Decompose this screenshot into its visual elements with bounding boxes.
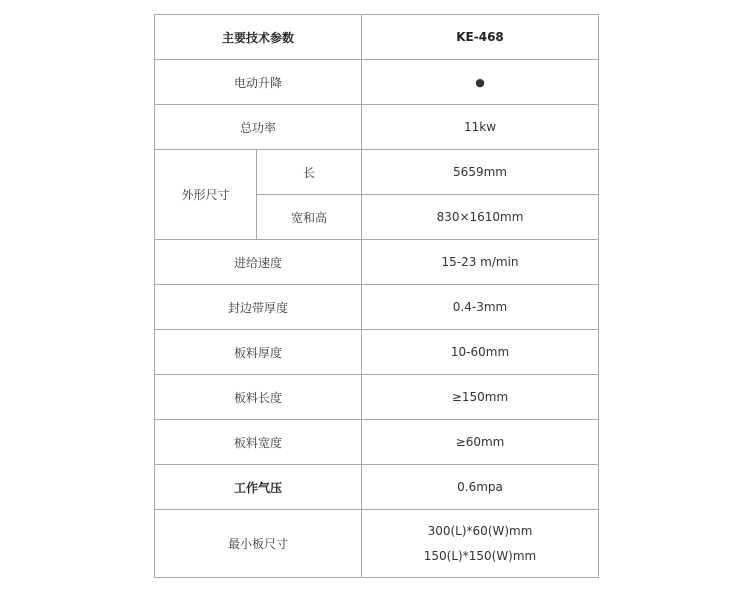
row-label-power: 总功率 — [155, 105, 362, 150]
row-value-band-thickness: 0.4-3mm — [362, 285, 599, 330]
table-row — [155, 285, 599, 330]
header-param-label: 主要技术参数 — [155, 15, 362, 60]
row-label-lift: 电动升降 — [155, 60, 362, 105]
table-row — [155, 375, 599, 420]
row-label-panel-thickness: 板料厚度 — [155, 330, 362, 375]
row-value-panel-width: ≥60mm — [362, 420, 599, 465]
table-row — [155, 510, 599, 578]
row-label-panel-length: 板料长度 — [155, 375, 362, 420]
table-row — [155, 105, 599, 150]
header-model: KE-468 — [362, 15, 599, 60]
row-label-panel-width: 板料宽度 — [155, 420, 362, 465]
row-label-air-pressure: 工作气压 — [155, 465, 362, 510]
row-sublabel-width-height: 宽和高 — [257, 195, 362, 240]
row-label-dimensions: 外形尺寸 — [155, 150, 257, 240]
min-panel-value-2: 150(L)*150(W)mm — [423, 548, 537, 563]
row-value-panel-thickness: 10-60mm — [362, 330, 599, 375]
row-label-min-panel: 最小板尺寸 — [155, 510, 362, 578]
header-row — [155, 15, 599, 60]
row-label-band-thickness: 封边带厚度 — [155, 285, 362, 330]
table-row — [155, 330, 599, 375]
row-value-min-panel — [362, 510, 599, 578]
table-row — [155, 60, 599, 105]
row-value-lift: ● — [362, 60, 599, 105]
min-panel-value-1: 300(L)*60(W)mm — [427, 523, 533, 538]
table-row — [155, 150, 599, 195]
table-row — [155, 465, 599, 510]
row-value-feed-speed: 15-23 m/min — [362, 240, 599, 285]
row-value-power: 11kw — [362, 105, 599, 150]
spec-table — [154, 14, 599, 578]
row-value-length: 5659mm — [362, 150, 599, 195]
row-label-feed-speed: 进给速度 — [155, 240, 362, 285]
row-value-panel-length: ≥150mm — [362, 375, 599, 420]
row-value-width-height: 830×1610mm — [362, 195, 599, 240]
table-row — [155, 240, 599, 285]
table-row — [155, 420, 599, 465]
row-sublabel-length: 长 — [257, 150, 362, 195]
row-value-air-pressure: 0.6mpa — [362, 465, 599, 510]
